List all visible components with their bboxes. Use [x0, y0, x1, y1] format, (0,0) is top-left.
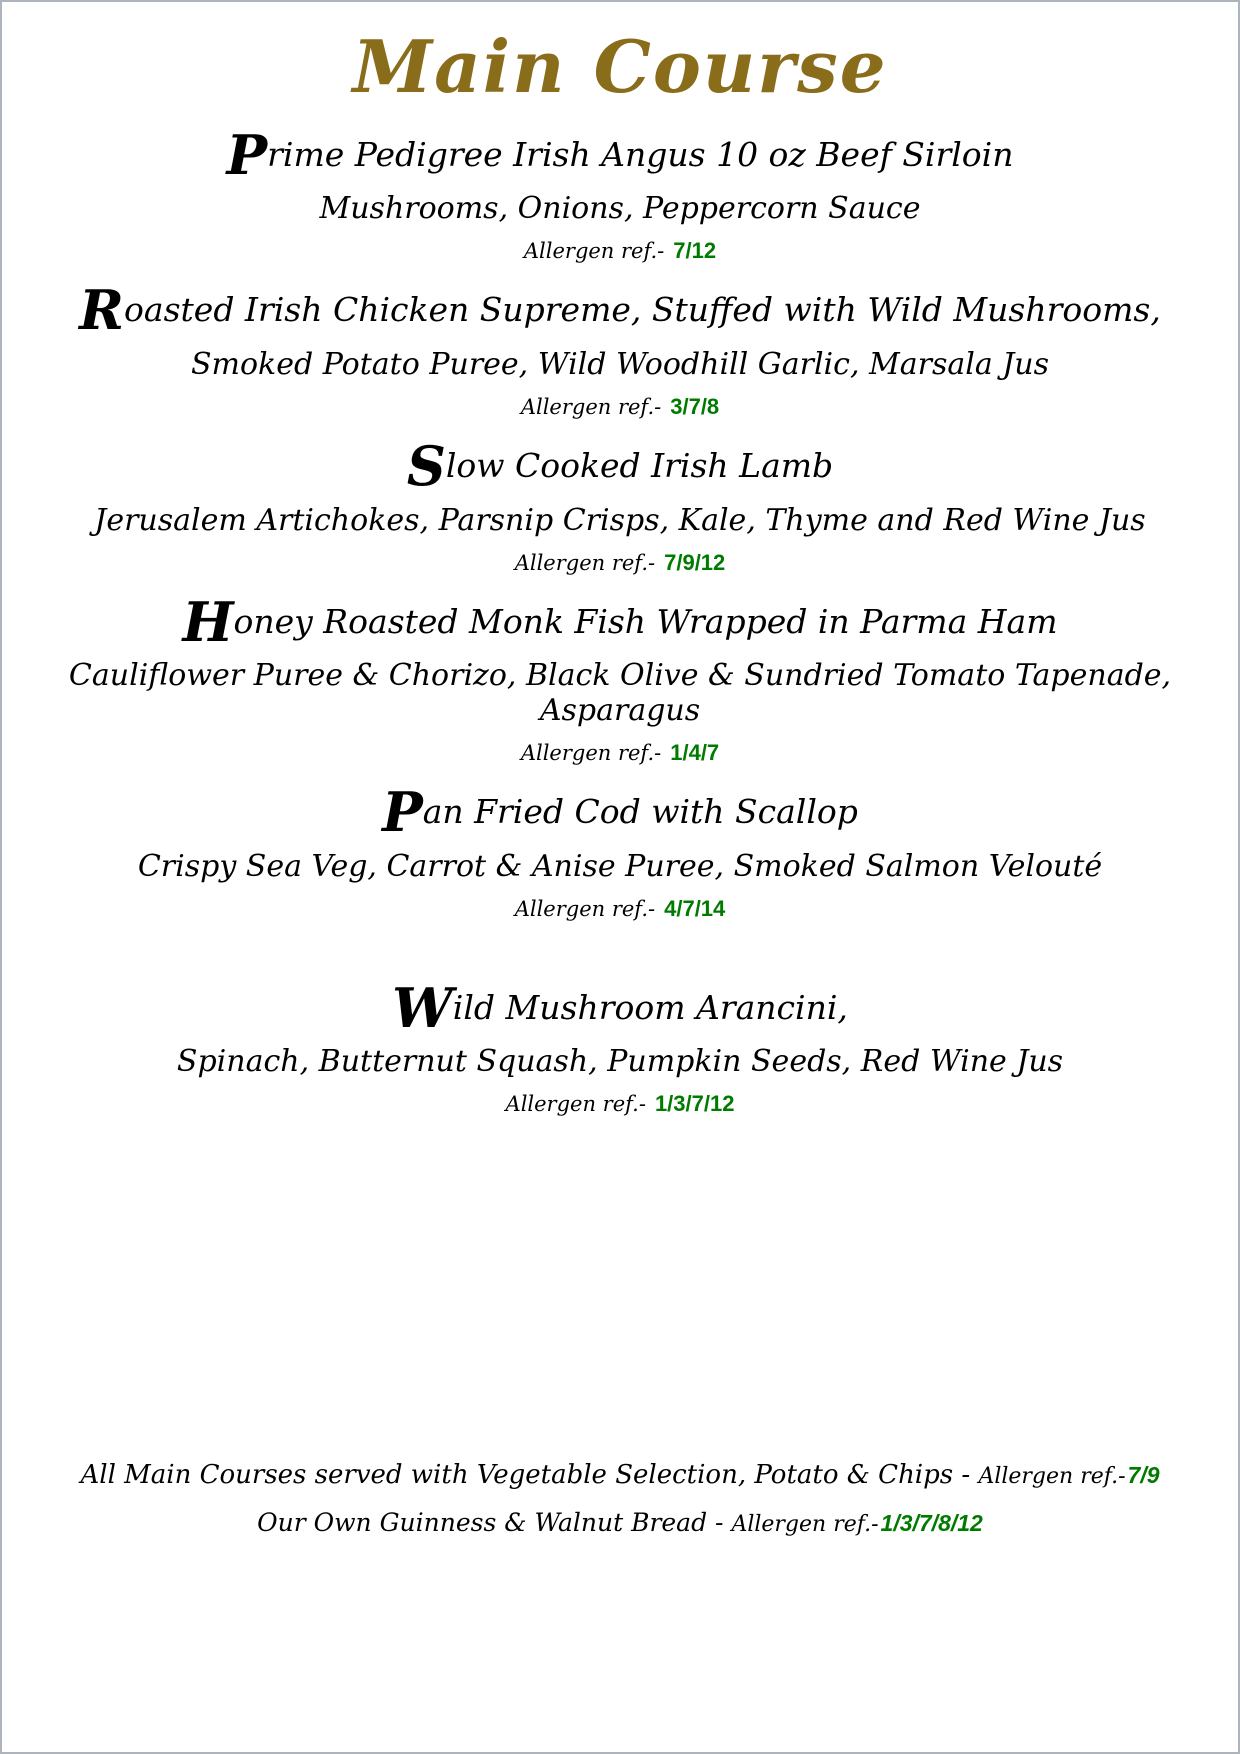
- allergen-line: [2, 550, 1238, 576]
- dish-description: Mushrooms, Onions, Peppercorn Sauce: [319, 191, 921, 227]
- dish-description: Jerusalem Artichokes, Parsnip Crisps, Kale, Thyme and Red Wine Jus: [94, 502, 1146, 538]
- allergen-label: Allergen ref.-: [978, 1464, 1126, 1489]
- allergen-value: 7/9/12: [664, 549, 726, 575]
- menu-item: [2, 433, 1238, 576]
- dish-description: Cauliflower Puree & Chorizo, Black Olive & Sundried Tomato Tapenade, Asparagus: [68, 658, 1172, 729]
- dish-initial: W: [392, 975, 453, 1040]
- allergen-label: Allergen ref.-: [520, 741, 662, 766]
- allergen-label: Allergen ref.-: [731, 1512, 879, 1537]
- menu-item: [2, 122, 1238, 265]
- dish-initial: P: [382, 780, 423, 845]
- dish-name: [2, 975, 1238, 1040]
- allergen-line: [2, 1091, 1238, 1117]
- dish-description: Smoked Potato Puree, Wild Woodhill Garlic, Marsala Jus: [190, 346, 1050, 382]
- dish-name: [2, 589, 1238, 654]
- dish-description: Spinach, Butternut Squash, Pumpkin Seeds, Red Wine Jus: [176, 1044, 1064, 1080]
- allergen-label: Allergen ref.-: [514, 550, 656, 575]
- menu-footer: [2, 1460, 1238, 1537]
- allergen-label: Allergen ref.-: [514, 896, 656, 921]
- menu-item: [2, 589, 1238, 767]
- menu-item: [2, 780, 1238, 922]
- footer-note-bread: [2, 1508, 1238, 1537]
- allergen-value: 7/9: [1127, 1462, 1160, 1488]
- dish-initial: S: [406, 433, 446, 498]
- dish-name: [2, 433, 1238, 498]
- dish-name: [2, 278, 1238, 343]
- allergen-value: 3/7/8: [670, 393, 720, 419]
- dish-name-rest: rime Pedigree Irish Angus 10 oz Beef Sirloin: [267, 134, 1014, 174]
- footer-note-text: All Main Courses served with Vegetable Selection, Potato & Chips -: [80, 1460, 979, 1490]
- allergen-value: 4/7/14: [664, 895, 726, 921]
- dish-name: [2, 780, 1238, 845]
- footer-note-text: Our Own Guinness & Walnut Bread -: [257, 1508, 732, 1537]
- allergen-value: 1/3/7/12: [654, 1091, 735, 1117]
- page-title: Main Course: [352, 24, 888, 109]
- allergen-line: [2, 896, 1238, 922]
- dish-description: Crispy Sea Veg, Carrot & Anise Puree, Smoked Salmon Velouté: [137, 848, 1103, 884]
- dish-initial: R: [79, 278, 125, 343]
- allergen-line: [2, 394, 1238, 420]
- dish-name-rest: an Fried Cod with Scallop: [422, 792, 858, 832]
- allergen-label: Allergen ref.-: [505, 1092, 646, 1117]
- dish-name: [2, 122, 1238, 187]
- dish-name-rest: low Cooked Irish Lamb: [445, 445, 834, 485]
- dish-name-rest: oney Roasted Monk Fish Wrapped in Parma Ham: [233, 601, 1058, 641]
- dish-initial: H: [182, 589, 234, 654]
- menu-item: [2, 278, 1238, 420]
- dish-name-rest: oasted Irish Chicken Supreme, Stuffed with Wild Mushrooms,: [124, 290, 1161, 330]
- allergen-value: 1/3/7/8/12: [880, 1510, 983, 1536]
- dish-initial: P: [226, 122, 268, 187]
- dish-name-rest: ild Mushroom Arancini,: [452, 987, 848, 1027]
- allergen-value: 1/4/7: [670, 740, 720, 766]
- menu-item: [2, 975, 1238, 1118]
- footer-note-sides: [2, 1460, 1238, 1490]
- allergen-label: Allergen ref.-: [520, 394, 662, 419]
- allergen-label: Allergen ref.-: [523, 239, 665, 264]
- allergen-value: 7/12: [673, 238, 717, 264]
- allergen-line: [2, 740, 1238, 766]
- allergen-line: [2, 238, 1238, 264]
